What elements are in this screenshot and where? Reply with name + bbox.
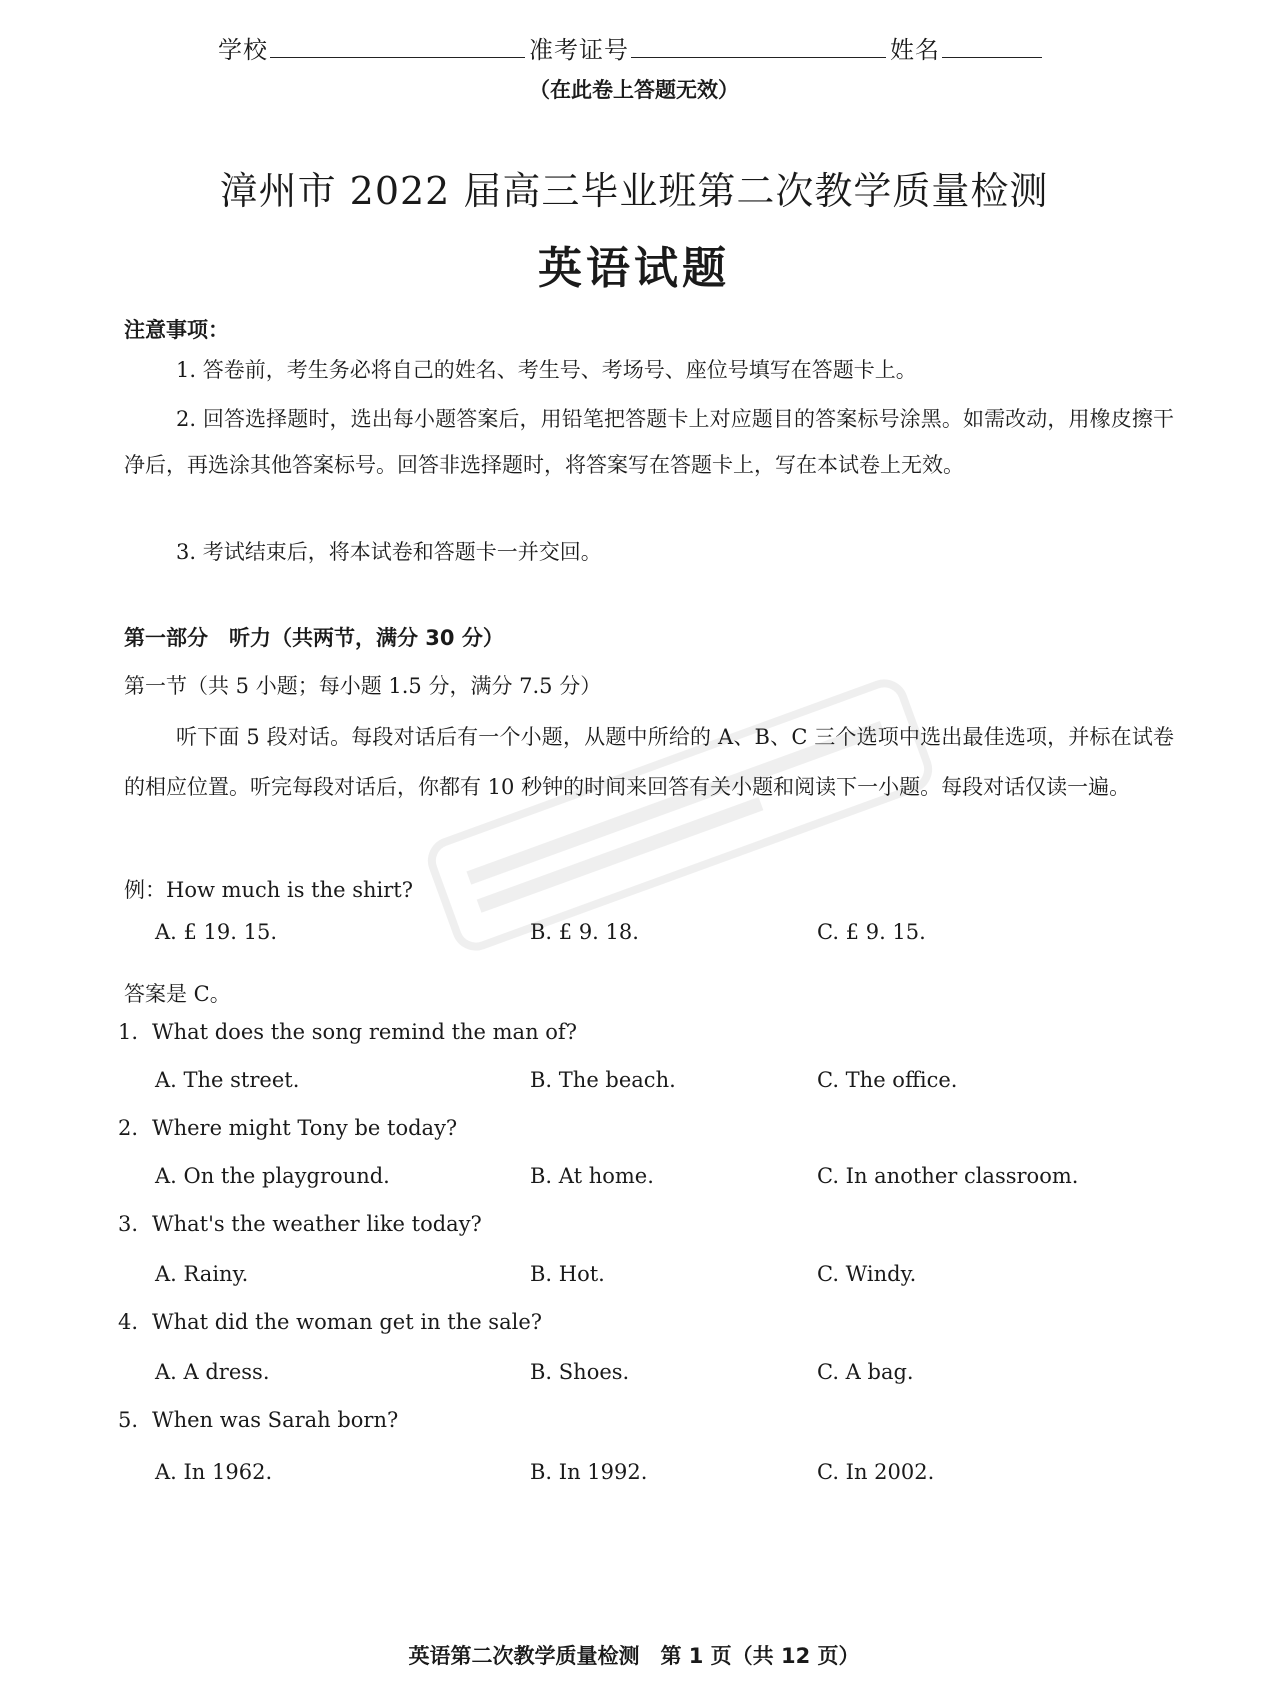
option-b: B. Shoes.: [530, 1360, 630, 1384]
option-a: A. A dress.: [155, 1360, 270, 1384]
question-2: [118, 1116, 457, 1140]
option-a: A. On the playground.: [155, 1164, 390, 1188]
question-number: 1.: [118, 1020, 139, 1044]
exam-id-blank: [631, 35, 886, 58]
section-instructions: 听下面 5 段对话。每段对话后有一个小题，从题中所给的 A、B、C 三个选项中选出最佳选项，并标在试卷的相应位置。听完每段对话后，你都有 10 秒钟的时间来回答有关小题和阅读下一小题。每段对话仅读一遍。: [124, 725, 1174, 799]
option-c: C. The office.: [817, 1068, 958, 1092]
question-text: What did the woman get in the sale?: [152, 1310, 543, 1334]
invalid-note: （在此卷上答题无效）: [529, 78, 739, 102]
option-b: B. The beach.: [530, 1068, 676, 1092]
section-heading: 第一节（共 5 小题；每小题 1.5 分，满分 7.5 分）: [124, 674, 602, 698]
example-option-a: A. £ 19. 15.: [155, 920, 278, 944]
candidate-info-row: [218, 30, 1058, 65]
question-number: 3.: [118, 1212, 139, 1236]
example-options: [155, 920, 1205, 950]
option-b: B. In 1992.: [530, 1460, 648, 1484]
question-1: [118, 1020, 577, 1044]
part-heading: 第一部分 听力（共两节，满分 30 分）: [124, 626, 504, 650]
note-item-1: 1. 答卷前，考生务必将自己的姓名、考生号、考场号、座位号填写在答题卡上。: [176, 358, 917, 382]
question-text: What does the song remind the man of?: [152, 1020, 577, 1044]
page-footer: 英语第二次教学质量检测 第 1 页（共 12 页）: [408, 1644, 860, 1668]
example-question: 例：How much is the shirt?: [124, 878, 413, 902]
example-answer: 答案是 C。: [124, 982, 231, 1006]
option-a: A. The street.: [155, 1068, 300, 1092]
school-blank: [270, 35, 525, 58]
subject-title: 英语试题: [538, 243, 730, 294]
question-5-options: [155, 1460, 1205, 1490]
school-label: 学校: [218, 36, 268, 64]
question-2-options: [155, 1164, 1205, 1194]
option-b: B. Hot.: [530, 1262, 605, 1286]
example-option-c: C. £ 9. 15.: [817, 920, 926, 944]
notes-heading: 注意事项：: [124, 318, 229, 342]
question-number: 2.: [118, 1116, 139, 1140]
question-text: When was Sarah born?: [152, 1408, 399, 1432]
question-4: [118, 1310, 542, 1334]
question-number: 4.: [118, 1310, 139, 1334]
name-label: 姓名: [890, 36, 940, 64]
exam-id-label: 准考证号: [529, 36, 629, 64]
question-3-options: [155, 1262, 1205, 1292]
name-blank: [942, 35, 1042, 58]
question-text: Where might Tony be today?: [152, 1116, 458, 1140]
note-item-3: 3. 考试结束后，将本试卷和答题卡一并交回。: [176, 540, 602, 564]
exam-title: 漳州市 2022 届高三毕业班第二次教学质量检测: [219, 169, 1049, 213]
option-b: B. At home.: [530, 1164, 654, 1188]
example-option-b: B. £ 9. 18.: [530, 920, 639, 944]
option-c: C. In 2002.: [817, 1460, 935, 1484]
question-number: 5.: [118, 1408, 139, 1432]
option-c: C. In another classroom.: [817, 1164, 1079, 1188]
option-c: C. Windy.: [817, 1262, 917, 1286]
question-5: [118, 1408, 398, 1432]
question-1-options: [155, 1068, 1205, 1098]
question-text: What's the weather like today?: [152, 1212, 482, 1236]
question-4-options: [155, 1360, 1205, 1390]
question-3: [118, 1212, 482, 1236]
option-a: A. Rainy.: [155, 1262, 249, 1286]
option-a: A. In 1962.: [155, 1460, 273, 1484]
option-c: C. A bag.: [817, 1360, 914, 1384]
note-item-2: 2. 回答选择题时，选出每小题答案后，用铅笔把答题卡上对应题目的答案标号涂黑。如需改动，用橡皮擦干净后，再选涂其他答案标号。回答非选择题时，将答案写在答题卡上，写在本试卷上无效。: [124, 407, 1174, 477]
